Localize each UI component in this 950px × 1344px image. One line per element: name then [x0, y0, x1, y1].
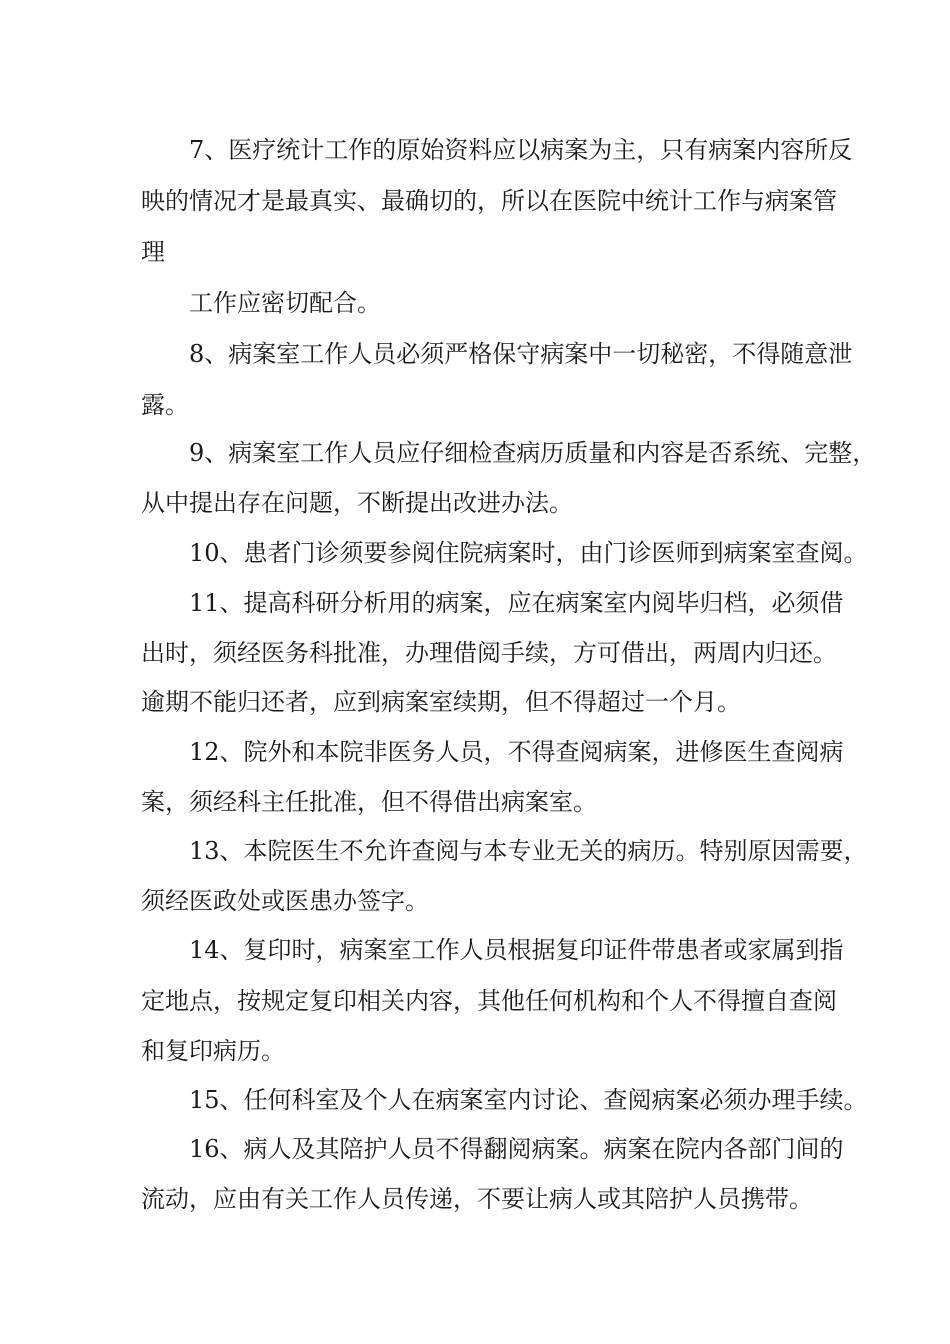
text-line-9: 10、患者门诊须要参阅住院病案时，由门诊医师到病案室查阅。: [189, 539, 868, 567]
text-line-18: 定地点，按规定复印相关内容，其他任何机构和个人不得擅自查阅: [141, 987, 837, 1015]
text-line-5: 8、病案室工作人员必须严格保守病案中一切秘密，不得随意泄: [189, 340, 853, 368]
text-line-3: 理: [141, 238, 165, 266]
text-line-1: 7、医疗统计工作的原始资料应以病案为主，只有病案内容所反: [189, 136, 853, 164]
text-line-21: 16、病人及其陪护人员不得翻阅病案。病案在院内各部门间的: [189, 1135, 844, 1163]
text-line-6: 露。: [141, 391, 189, 419]
text-line-19: 和复印病历。: [141, 1037, 285, 1065]
text-line-15: 13、本院医生不允许查阅与本专业无关的病历。特别原因需要，: [189, 837, 868, 865]
text-line-20: 15、任何科室及个人在病案室内讨论、查阅病案必须办理手续。: [189, 1086, 868, 1114]
text-line-17: 14、复印时，病案室工作人员根据复印证件带患者或家属到指: [189, 936, 844, 964]
text-line-13: 12、院外和本院非医务人员，不得查阅病案，进修医生查阅病: [189, 738, 844, 766]
text-line-12: 逾期不能归还者，应到病案室续期，但不得超过一个月。: [141, 688, 741, 716]
text-line-11: 出时，须经医务科批准，办理借阅手续，方可借出，两周内归还。: [141, 639, 837, 667]
text-line-7: 9、病案室工作人员应仔细检查病历质量和内容是否系统、完整，: [189, 439, 877, 467]
text-line-8: 从中提出存在问题，不断提出改进办法。: [141, 489, 573, 517]
text-line-16: 须经医政处或医患办签字。: [141, 887, 429, 915]
text-line-14: 案，须经科主任批准，但不得借出病案室。: [141, 788, 597, 816]
text-line-22: 流动，应由有关工作人员传递，不要让病人或其陪护人员携带。: [141, 1185, 813, 1213]
text-line-2: 映的情况才是最真实、最确切的，所以在医院中统计工作与病案管: [141, 187, 837, 215]
text-line-10: 11、提高科研分析用的病案，应在病案室内阅毕归档，必须借: [189, 589, 844, 617]
text-line-4: 工作应密切配合。: [189, 289, 381, 317]
